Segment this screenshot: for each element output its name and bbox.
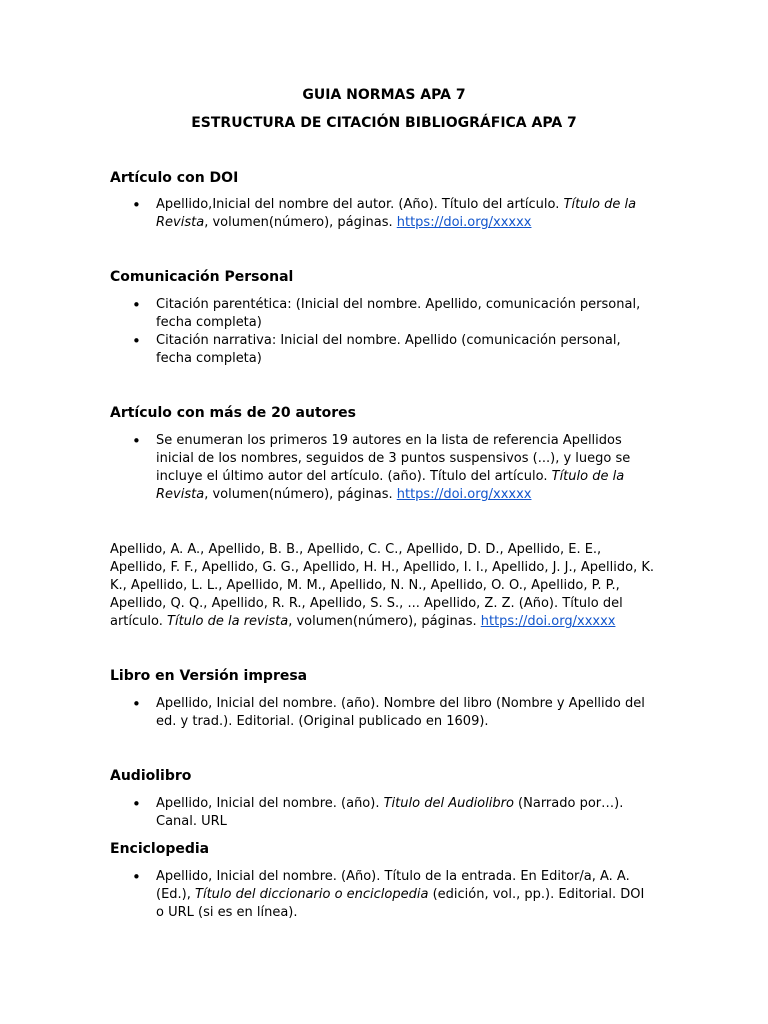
- heading-encyclopedia: Enciclopedia: [110, 841, 210, 857]
- example-rest: , volumen(número), páginas.: [288, 614, 481, 629]
- page-subtitle: ESTRUCTURA DE CITACIÓN BIBLIOGRÁFICA APA 7: [191, 115, 577, 131]
- heading-book: Libro en Versión impresa: [110, 668, 308, 684]
- item-text: Apellido, Inicial del nombre. (año).: [156, 796, 384, 811]
- item-rest: , volumen(número), páginas.: [204, 487, 397, 502]
- example-reference: [110, 541, 658, 631]
- item-text: Apellido,Inicial del nombre del autor. (Año). Título del artículo.: [156, 197, 564, 212]
- item-italic: Título de la Revista: [156, 197, 637, 230]
- item-italic: Titulo del Audiolibro: [383, 796, 514, 811]
- heading-20-authors: Artículo con más de 20 autores: [110, 405, 356, 421]
- list-item-encyclopedia: [156, 868, 656, 922]
- item-rest: (edición, vol., pp.). Editorial. DOI o URL (si es en línea).: [156, 887, 645, 920]
- item-rest: , volumen(número), páginas.: [204, 215, 397, 230]
- example-italic: Título de la revista: [167, 614, 289, 629]
- page-title: GUIA NORMAS APA 7: [302, 87, 466, 103]
- list-item-doi: [156, 196, 656, 232]
- list-item-book: • Apellido, Inicial del nombre. (año). Nombre del libro (Nombre y Apellido del ed. y trad.). Editorial. (Original publicado en 1609).: [156, 695, 656, 731]
- list-item-20-authors: [156, 432, 656, 504]
- item-italic: Título de la Revista: [156, 469, 625, 502]
- doi-link[interactable]: https://doi.org/xxxxx: [480, 614, 616, 629]
- heading-personal: Comunicación Personal: [110, 269, 294, 285]
- heading-doi: Artículo con DOI: [110, 170, 239, 186]
- doi-link[interactable]: https://doi.org/xxxxx: [396, 215, 532, 230]
- example-text: Apellido, A. A., Apellido, B. B., Apellido, C. C., Apellido, D. D., Apellido, E. E., Apellido, F. F., Apellido, G. G., Apellido, H. H., Apellido, I. I., Apellido, J. J., Apellido, K. K., Apellido, L. L., Apellido, M. M., Apellido, N. N., Apellido, O. O., Apellido, P. P., Apellido, Q. Q., Apellido, R. R., Apellido, S. S., ... Apellido, Z. Z. (Año). Título del artículo.: [110, 542, 655, 629]
- item-text: Apellido, Inicial del nombre. (Año). Título de la entrada. En Editor/a, A. A. (Ed.),: [156, 869, 630, 902]
- heading-audiobook: Audiolibro: [110, 768, 192, 784]
- item-rest: (Narrado por…). Canal. URL: [156, 796, 624, 829]
- item-italic: Título del diccionario o enciclopedia: [195, 887, 429, 902]
- item-text: Se enumeran los primeros 19 autores en la lista de referencia Apellidos inicial de los nombres, seguidos de 3 puntos suspensivos (...), y luego se incluye el último autor del artículo. (año). Título del artículo.: [156, 433, 631, 484]
- list-item-parenthetical: • Citación parentética: (Inicial del nombre. Apellido, comunicación personal, fecha completa): [156, 296, 656, 332]
- doi-link[interactable]: https://doi.org/xxxxx: [396, 487, 532, 502]
- list-item-narrative: • Citación narrativa: Inicial del nombre. Apellido (comunicación personal, fecha completa): [156, 332, 656, 368]
- list-item-audiobook: [156, 795, 656, 831]
